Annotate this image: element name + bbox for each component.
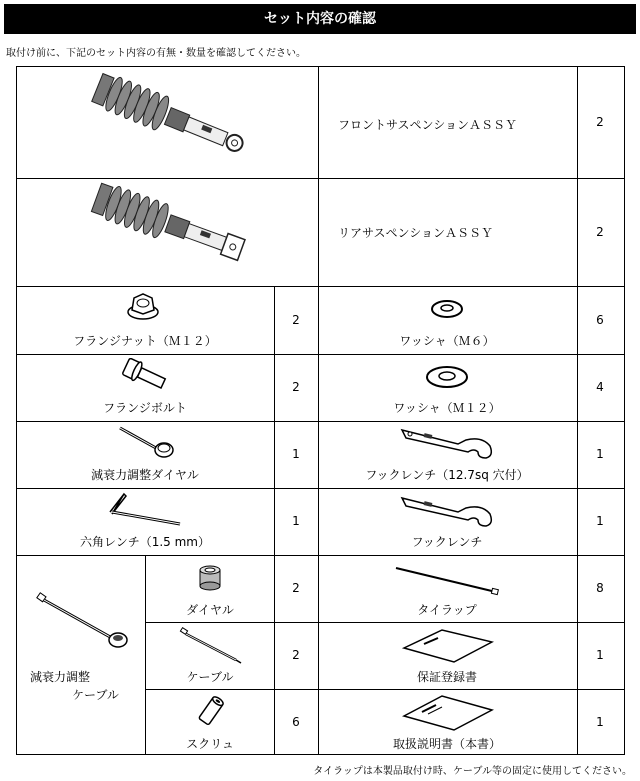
screw-qty: 6 [292,715,300,729]
washer-m12-qty: 4 [596,380,604,394]
cable-dial-qty: 2 [292,581,300,595]
hook-wrench-hole-qty: 1 [596,447,604,461]
hook-wrench-hole-illustration [398,424,498,462]
flange-bolt-illustration [122,358,168,392]
hook-wrench-illustration [398,492,498,530]
washer-m6-illustration [430,298,464,320]
tie-wrap-label: タイラップ [417,603,477,617]
flange-bolt-qty: 2 [292,380,300,394]
cable-qty: 2 [292,648,300,662]
damping-cable-label-line2: ケーブル [72,688,119,702]
damping-dial-label: 減衰力調整ダイヤル [91,468,199,482]
warranty-card-label: 保証登録書 [416,670,478,684]
front-suspension-label: フロントサスペンションＡＳＳＹ [338,118,517,132]
hook-wrench-qty: 1 [596,514,604,528]
hook-wrench-label: フックレンチ [411,535,483,549]
damping-cable-label-line1: 減衰力調整 [30,670,91,684]
footnote: タイラップは本製品取付け時、ケーブル等の固定に使用してください。 [313,766,632,777]
rear-suspension-label: リアサスペンションＡＳＳＹ [338,226,493,240]
screw-label: スクリュ [186,737,234,751]
cable-illustration [178,626,244,666]
damping-dial-qty: 1 [292,447,300,461]
flange-nut-label: フランジナット（Ｍ１２） [73,334,217,348]
tie-wrap-qty: 8 [596,581,604,595]
rear-suspension-illustration [80,180,260,284]
washer-m12-label: ワッシャ（Ｍ１２） [393,401,501,415]
hex-wrench-qty: 1 [292,514,300,528]
intro-text: 取付け前に、下記のセット内容の有無・数量を確認してください。 [6,48,306,59]
damping-dial-illustration [116,424,178,460]
front-suspension-qty: 2 [596,115,604,129]
warranty-card-illustration [402,628,494,664]
screw-illustration [196,694,226,728]
cable-dial-illustration [196,562,224,592]
cable-label: ケーブル [186,670,234,684]
flange-bolt-label: フランジボルト [103,401,187,415]
warranty-card-qty: 1 [596,648,604,662]
hex-wrench-illustration [104,490,184,528]
hook-wrench-hole-label: フックレンチ（12.7sq 穴付） [365,468,529,482]
rear-suspension-qty: 2 [596,225,604,239]
front-suspension-illustration [80,72,260,176]
manual-illustration [402,694,494,732]
hex-wrench-label: 六角レンチ（1.5 mm） [80,535,210,549]
page-title: セット内容の確認 [4,4,636,34]
manual-qty: 1 [596,715,604,729]
washer-m6-label: ワッシャ（Ｍ６） [399,334,495,348]
damping-cable-illustration [34,588,130,650]
tie-wrap-illustration [392,564,502,598]
cable-dial-label: ダイヤル [186,603,234,617]
flange-nut-qty: 2 [292,313,300,327]
flange-nut-illustration [126,292,160,322]
washer-m12-illustration [425,364,469,390]
washer-m6-qty: 6 [596,313,604,327]
manual-label: 取扱説明書（本書） [392,737,502,751]
